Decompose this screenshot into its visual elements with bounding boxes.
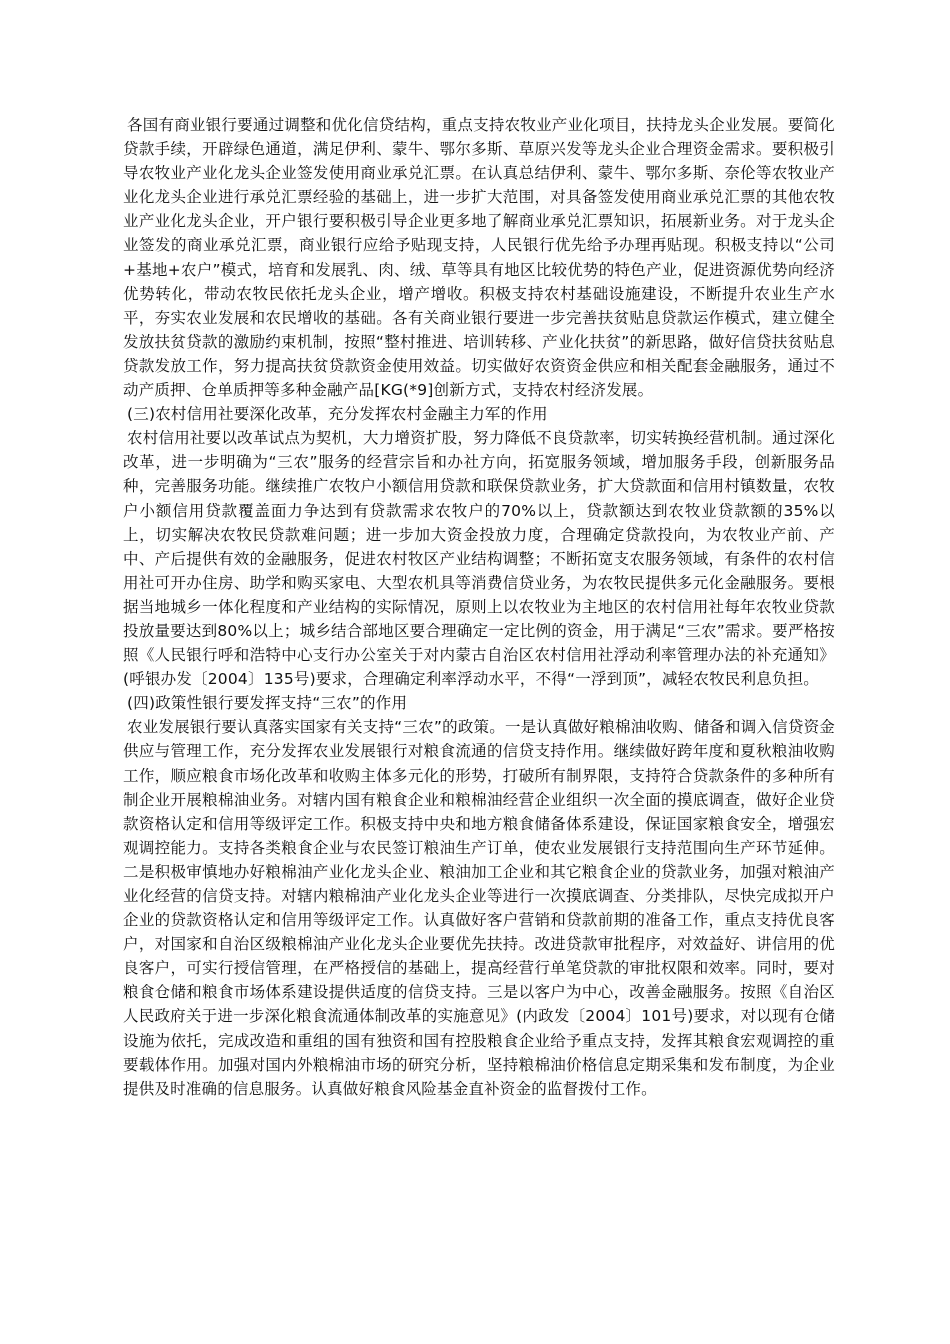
paragraph-rural-credit-cooperatives: 农村信用社要以改革试点为契机，大力增资扩股，努力降低不良贷款率，切实转换经营机制。通过深化改革，进一步明确为“三农”服务的经营宗旨和办社方向，拓宽服务领域，增加服务手段，创新服务品种，完善服务功能。继续推广农牧户小额信用贷款和联保贷款业务，扩大贷款面和信用村镇数量，农牧户小额信用贷款覆盖面力争达到有贷款需求农牧户的70%以上，贷款额达到农牧业贷款额的35%以上，切实解决农牧民贷款难问题；进一步加大资金投放力度，合理确定贷款投向，为农牧业产前、产中、产后提供有效的金融服务，促进农村牧区产业结构调整；不断拓宽支农服务领域，有条件的农村信用社可开办住房、助学和购买家电、大型农机具等消费信贷业务，为农牧民提供多元化金融服务。要根据当地城乡一体化程度和产业结构的实际情况，原则上以农牧业为主地区的农村信用社每年农牧业贷款投放量要达到80%以上；城乡结合部地区要合理确定一定比例的资金，用于满足“三农”需求。要严格按照《人民银行呼和浩特中心支行办公室关于对内蒙古自治区农村信用社浮动利率管理办法的补充通知》(呼银办发〔2004〕135号)要求，合理确定利率浮动水平，不得“一浮到顶”，减轻农牧民利息负担。 bbox=[123, 429, 835, 689]
document-body bbox=[123, 113, 835, 1101]
paragraph-agricultural-development-bank: 农业发展银行要认真落实国家有关支持“三农”的政策。一是认真做好粮棉油收购、储备和调入信贷资金供应与管理工作，充分发挥农业发展银行对粮食流通的信贷支持作用。继续做好跨年度和夏秋粮油收购工作，顺应粮食市场化改革和收购主体多元化的形势，打破所有制界限，支持符合贷款条件的多种所有制企业开展粮棉油业务。对辖内国有粮食企业和粮棉油经营企业组织一次全面的摸底调查，做好企业贷款资格认定和信用等级评定工作。积极支持中央和地方粮食储备体系建设，保证国家粮食安全，增强宏观调控能力。支持各类粮食企业与农民签订粮油生产订单，使农业发展银行支持范围向生产环节延伸。二是积极审慎地办好粮棉油产业化龙头企业、粮油加工企业和其它粮食企业的贷款业务，加强对粮油产业化经营的信贷支持。对辖内粮棉油产业化龙头企业等进行一次摸底调查、分类排队，尽快完成拟开户企业的贷款资格认定和信用等级评定工作。认真做好客户营销和贷款前期的准备工作，重点支持优良客户，对国家和自治区级粮棉油产业化龙头企业要优先扶持。改进贷款审批程序，对效益好、讲信用的优良客户，可实行授信管理，在严格授信的基础上，提高经营行单笔贷款的审批权限和效率。同时，要对粮食仓储和粮食市场体系建设提供适度的信贷支持。三是以客户为中心，改善金融服务。按照《自治区人民政府关于进一步深化粮食流通体制改革的实施意见》(内政发〔2004〕101号)要求，对以现有仓储设施为依托，完成改造和重组的国有独资和国有控股粮食企业给予重点支持，发挥其粮食宏观调控的重要载体作用。加强对国内外粮棉油市场的研究分析，坚持粮棉油价格信息定期采集和发布制度，为企业提供及时准确的信息服务。认真做好粮食风险基金直补资金的监督拨付工作。 bbox=[123, 718, 835, 1098]
paragraph-commercial-banks: 各国有商业银行要通过调整和优化信贷结构，重点支持农牧业产业化项目，扶持龙头企业发展。要简化贷款手续，开辟绿色通道，满足伊利、蒙牛、鄂尔多斯、草原兴发等龙头企业合理资金需求。要积极引导农牧业产业化龙头企业签发使用商业承兑汇票。在认真总结伊利、蒙牛、鄂尔多斯、奈伦等农牧业产业化龙头企业进行承兑汇票经验的基础上，进一步扩大范围，对具备签发使用商业承兑汇票的其他农牧业产业化龙头企业，开户银行要积极引导企业更多地了解商业承兑汇票知识，拓展新业务。对于龙头企业签发的商业承兑汇票，商业银行应给予贴现支持，人民银行优先给予办理再贴现。积极支持以“公司+基地+农户”模式，培育和发展乳、肉、绒、草等具有地区比较优势的特色产业，促进资源优势向经济优势转化，带动农牧民依托龙头企业，增产增收。积极支持农村基础设施建设，不断提升农业生产水平，夯实农业发展和农民增收的基础。各有关商业银行要进一步完善扶贫贴息贷款运作模式，建立健全发放扶贫贷款的激励约束机制，按照“整村推进、培训转移、产业化扶贫”的新思路，做好信贷扶贫贴息贷款发放工作，努力提高扶贫贷款资金使用效益。切实做好农资资金供应和相关配套金融服务，通过不动产质押、仓单质押等多种金融产品[KG(*9]创新方式，支持农村经济发展。 bbox=[123, 116, 835, 400]
section-heading-policy-banks: (四)政策性银行要发挥支持“三农”的作用 bbox=[127, 694, 408, 713]
section-heading-rural-credit-cooperatives: (三)农村信用社要深化改革，充分发挥农村金融主力军的作用 bbox=[127, 405, 548, 424]
